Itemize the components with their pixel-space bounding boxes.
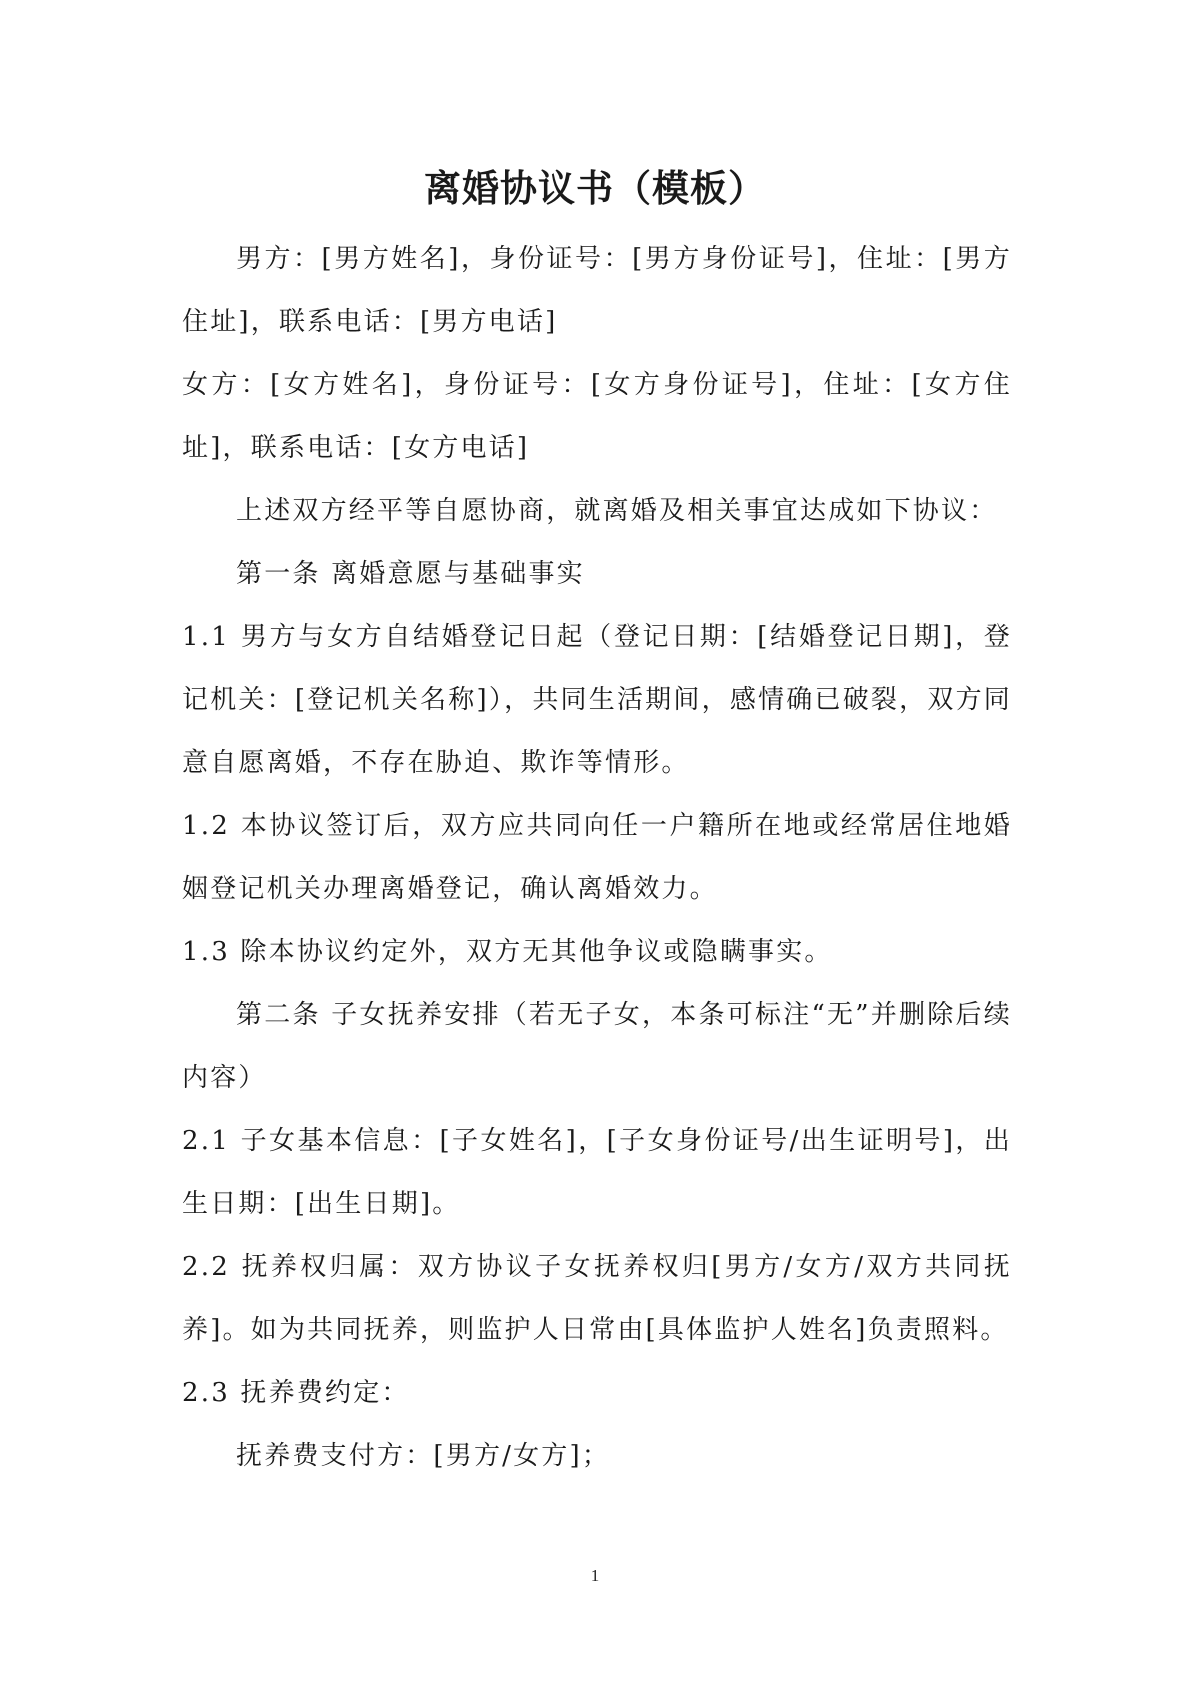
- article-2-heading: 第二条 子女抚养安排（若无子女，本条可标注“无”并删除后续内容）: [182, 1000, 1012, 1093]
- article-1-heading: 第一条 离婚意愿与基础事实: [236, 559, 585, 589]
- document-body: [182, 228, 1012, 1488]
- clause-1-3: 1.3 除本协议约定外，双方无其他争议或隐瞒事实。: [182, 937, 833, 967]
- clause-2-3: 2.3 抚养费约定：: [182, 1378, 410, 1408]
- document-title: 离婚协议书（模板）: [424, 167, 766, 210]
- page-number: 1: [590, 1566, 600, 1585]
- paragraph-preamble: 上述双方经平等自愿协商，就离婚及相关事宜达成如下协议：: [236, 496, 998, 526]
- clause-2-1: 2.1 子女基本信息：[子女姓名]，[子女身份证号/出生证明号]，出生日期：[出生日期]。: [182, 1126, 1012, 1219]
- clause-1-2: 1.2 本协议签订后，双方应共同向任一户籍所在地或经常居住地婚姻登记机关办理离婚登记，确认离婚效力。: [182, 811, 1012, 904]
- clause-1-1: 1.1 男方与女方自结婚登记日起（登记日期：[结婚登记日期]，登记机关：[登记机关名称]），共同生活期间，感情确已破裂，双方同意自愿离婚，不存在胁迫、欺诈等情形。: [182, 622, 1012, 778]
- paragraph-husband-info: 男方：[男方姓名]，身份证号：[男方身份证号]，住址：[男方住址]，联系电话：[男方电话]: [182, 244, 1012, 337]
- clause-2-2: 2.2 抚养权归属：双方协议子女抚养权归[男方/女方/双方共同抚养]。如为共同抚养，则监护人日常由[具体监护人姓名]负责照料。: [182, 1252, 1012, 1345]
- clause-2-3-payer: 抚养费支付方：[男方/女方]；: [236, 1441, 611, 1471]
- paragraph-wife-info: 女方：[女方姓名]，身份证号：[女方身份证号]，住址：[女方住址]，联系电话：[女方电话]: [182, 370, 1012, 463]
